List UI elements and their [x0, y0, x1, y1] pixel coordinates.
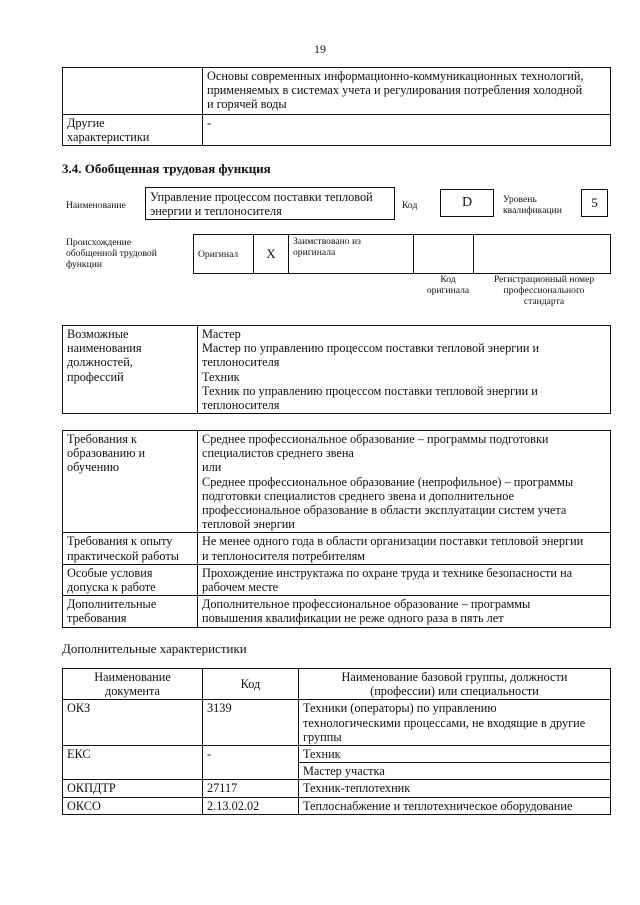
original-mark: X	[254, 235, 289, 274]
table-cell-label: Возможные наименования должностей, профессий	[63, 326, 198, 414]
level-value-box	[581, 189, 608, 217]
table-row	[63, 797, 611, 814]
characteristics-table	[62, 668, 611, 815]
name-cell: Техник-теплотехник	[299, 780, 611, 797]
table-cell-content: Среднее профессиональное образование – программы подготовки специалистов среднего звена или Среднее профессиональное образование (непрофильное) – программы подготовки специалистов среднего звена и дополнительное профессиональное образование в области эксплуатации систем учета тепловой энергии	[198, 431, 611, 533]
name-cell: Теплоснабжение и теплотехническое оборудование	[299, 797, 611, 814]
name-label: Наименование	[66, 200, 126, 211]
top-table	[62, 67, 611, 146]
function-name-box: Управление процессом поставки тепловой энергии и теплоносителя	[145, 187, 395, 220]
table-row	[63, 431, 611, 533]
code-value-box	[440, 189, 494, 217]
doc-cell: ОКПДТР	[63, 780, 203, 797]
name-cell: Техник	[299, 746, 611, 763]
level-value: 5	[591, 195, 598, 210]
doc-cell: ОКЗ	[63, 700, 203, 746]
table-row	[63, 326, 611, 414]
table-row	[63, 596, 611, 627]
table-row	[63, 564, 611, 595]
table-cell-content: Не менее одного года в области организации поставки тепловой энергии и теплоносителя потребителям	[198, 533, 611, 564]
table-row	[63, 68, 611, 115]
table-cell-content: Прохождение инструктажа по охране труда и технике безопасности на рабочем месте	[198, 564, 611, 595]
requirements-table	[62, 430, 611, 628]
table-cell-label	[63, 68, 203, 115]
name-cell: Техники (операторы) по управлению технологическими процессами, не входящие в другие группы	[299, 700, 611, 746]
code-cell: 2.13.02.02	[203, 797, 299, 814]
table-cell-label: Требования к образованию и обучению	[63, 431, 198, 533]
header-document: Наименование документа	[63, 669, 203, 700]
name-cell: Мастер участка	[299, 763, 611, 780]
table-row	[63, 780, 611, 797]
level-label: Уровень квалификации	[503, 194, 562, 216]
positions-table	[62, 325, 611, 414]
code-label: Код	[402, 200, 418, 211]
section-title: 3.4. Обобщенная трудовая функция	[62, 161, 271, 176]
doc-cell: ЕКС	[63, 746, 203, 780]
table-row	[63, 533, 611, 564]
table-cell-content: Дополнительное профессиональное образование – программы повышения квалификации не реже одного раза в пять лет	[198, 596, 611, 627]
table-cell-label: Дополнительные требования	[63, 596, 198, 627]
page-number: 19	[314, 42, 326, 56]
header-name: Наименование базовой группы, должности (профессии) или специальности	[299, 669, 611, 700]
table-row	[63, 115, 611, 146]
table-cell-content: -	[203, 115, 611, 146]
original-label: Оригинал	[194, 235, 254, 274]
table-cell-label: Особые условия допуска к работе	[63, 564, 198, 595]
table-row	[63, 700, 611, 746]
registration-number-cell	[474, 235, 611, 274]
code-cell: -	[203, 746, 299, 780]
registration-caption: Регистрационный номер профессионального стандарта	[493, 274, 595, 307]
additional-title: Дополнительные характеристики	[62, 641, 247, 656]
code-value: D	[461, 195, 473, 210]
table-cell-content: Основы современных информационно-коммуникационных технологий, применяемых в системах учета и регулирования потребления холодной и горячей воды	[203, 68, 611, 115]
header-code: Код	[203, 669, 299, 700]
code-cell: 3139	[203, 700, 299, 746]
origin-table	[193, 234, 611, 274]
table-header-row	[63, 669, 611, 700]
code-cell: 27117	[203, 780, 299, 797]
origin-label: Происхождение обобщенной трудовой функции	[66, 237, 157, 270]
borrowed-label: Заимствовано из оригинала	[289, 235, 414, 274]
table-cell-label: Требования к опыту практической работы	[63, 533, 198, 564]
table-cell-label: Другие характеристики	[63, 115, 203, 146]
original-code-cell	[414, 235, 474, 274]
table-row	[63, 746, 611, 763]
table-row	[194, 235, 611, 274]
doc-cell: ОКСО	[63, 797, 203, 814]
table-cell-content: Мастер Мастер по управлению процессом поставки тепловой энергии и теплоносителя Техник Техник по управлению процессом поставки тепловой энергии и теплоносителя	[198, 326, 611, 414]
code-caption: Код оригинала	[426, 274, 470, 296]
